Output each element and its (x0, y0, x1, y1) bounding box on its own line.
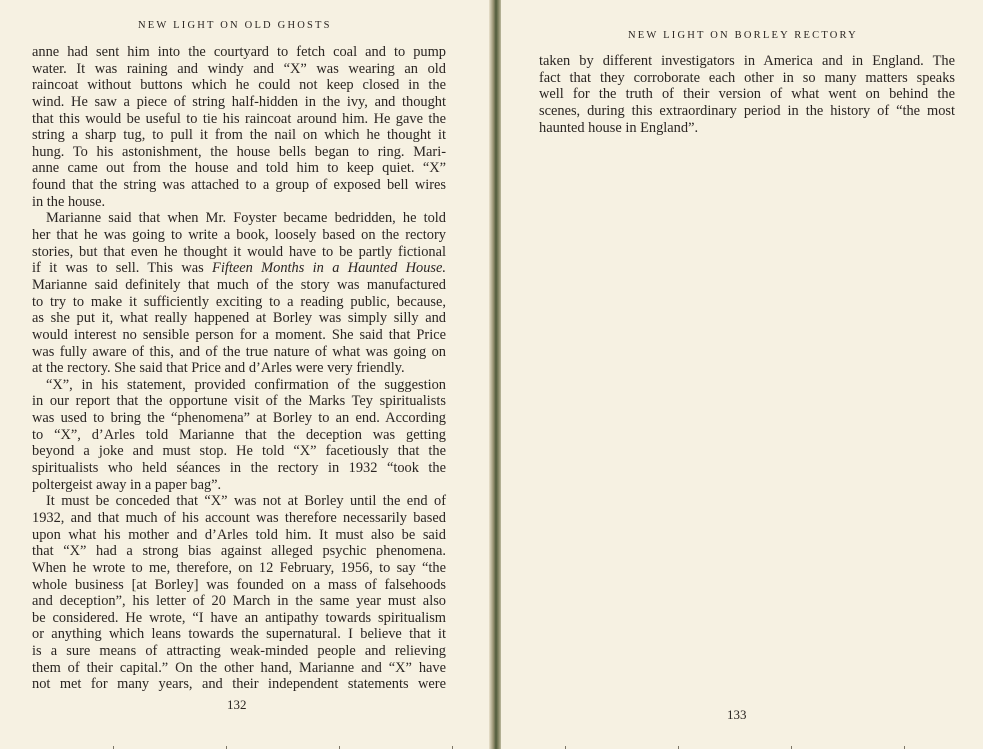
text-line: upon what his mother and d’Arles told him. It must also be said (32, 526, 446, 543)
text-line: found that the string was attached to a group of exposed bell wires (32, 177, 446, 194)
book-title: Fifteen Months in a Haunted House. (212, 260, 446, 277)
text-line: taken by different investigators in America and in England. The (539, 53, 955, 69)
text-line: beyond a joke and must stop. He told “X” facetiously that the (32, 443, 446, 460)
text-line: to “X”, d’Arles told Marianne that the deception was getting (32, 426, 446, 443)
text-line: as she put it, what really happened at Borley was simply silly and (32, 310, 446, 327)
text-line: would interest no sensible person for a moment. She said that Price (32, 326, 446, 343)
text-line: not met for many years, and their independent statements were (32, 676, 446, 693)
body-text (539, 53, 955, 136)
text-line: that this would be useful to tie his raincoat around him. He gave the (32, 110, 446, 127)
text-line: water. It was raining and windy and “X” was wearing an old (32, 60, 446, 77)
text-line: “X”, in his statement, provided confirmation of the suggestion (46, 376, 446, 393)
text-line: wind. He saw a piece of string half-hidden in the ivy, and thought (32, 93, 446, 110)
text-line: hung. To his astonishment, the house bells began to ring. Mari- (32, 143, 446, 160)
page-number: 133 (727, 707, 747, 722)
text-line: haunted house in England”. (539, 119, 699, 136)
text-line: if it was to sell. This was Fifteen Months in a Haunted House. (32, 260, 446, 277)
running-header: NEW LIGHT ON BORLEY RECTORY (628, 30, 858, 41)
text-line: or anything which leans towards the supernatural. I believe that it (32, 626, 446, 643)
page-number: 132 (227, 697, 247, 712)
text-line: that “X” had a strong bias against alleged psychic phenomena. (32, 543, 446, 560)
text-line: in the house. (32, 193, 106, 210)
running-header: NEW LIGHT ON OLD GHOSTS (138, 20, 332, 31)
text-line: fact that they corroborate each other in so many matters speaks (539, 69, 955, 86)
text-line: anne had sent him into the courtyard to fetch coal and to pump (32, 44, 446, 60)
right-page (501, 0, 983, 749)
text-line: 1932, and that much of his account was therefore necessarily based (32, 509, 446, 526)
body-text (32, 44, 446, 693)
text-line: When he wrote to me, therefore, on 12 February, 1956, to say “the (32, 559, 446, 576)
text-line: them of their capital.” On the other hand, Marianne and “X” have (32, 659, 446, 676)
text-line: spiritualists who held séances in the rectory in 1932 “took the (32, 460, 446, 477)
text-line: is a sure means of attracting weak-minded people and relieving (32, 643, 446, 660)
text-line: was used to bring the “phenomena” at Borley to an end. According (32, 410, 446, 427)
text-line: to try to make it sufficiently exciting to a reading public, because, (32, 293, 446, 310)
text-line: was fully aware of this, and of the true nature of what was going on (32, 343, 446, 360)
text-line: whole business [at Borley] was founded on a mass of falsehoods (32, 576, 446, 593)
text-line: well for the truth of their version of what went on behind the (539, 86, 955, 103)
text-line: It must be conceded that “X” was not at Borley until the end of (46, 493, 446, 510)
text-line: raincoat without buttons which he could not keep closed in the (32, 77, 446, 94)
text-line: anne came out from the house and told him to keep quiet. “X” (32, 160, 446, 177)
text-line: scenes, during this extraordinary period in the history of “the most (539, 102, 955, 119)
text-line: her that he was going to write a book, loosely based on the rectory (32, 227, 446, 244)
text-line: and deception”, his letter of 20 March in the same year must also (32, 593, 446, 610)
text-line: poltergeist away in a paper bag”. (32, 476, 222, 493)
text-line: in our report that the opportune visit of the Marks Tey spiritualists (32, 393, 446, 410)
text-line: stories, but that even he thought it would have to be partly fictional (32, 243, 446, 260)
text-line: at the rectory. She said that Price and d’Arles were very friendly. (32, 360, 405, 377)
text-line: string a sharp tug, to pull it from the nail on which he thought it (32, 127, 446, 144)
text-line: be considered. He wrote, “I have an antipathy towards spiritualism (32, 609, 446, 626)
text-line: Marianne said definitely that much of the story was manufactured (32, 276, 446, 293)
text-line: Marianne said that when Mr. Foyster became bedridden, he told (46, 210, 446, 227)
